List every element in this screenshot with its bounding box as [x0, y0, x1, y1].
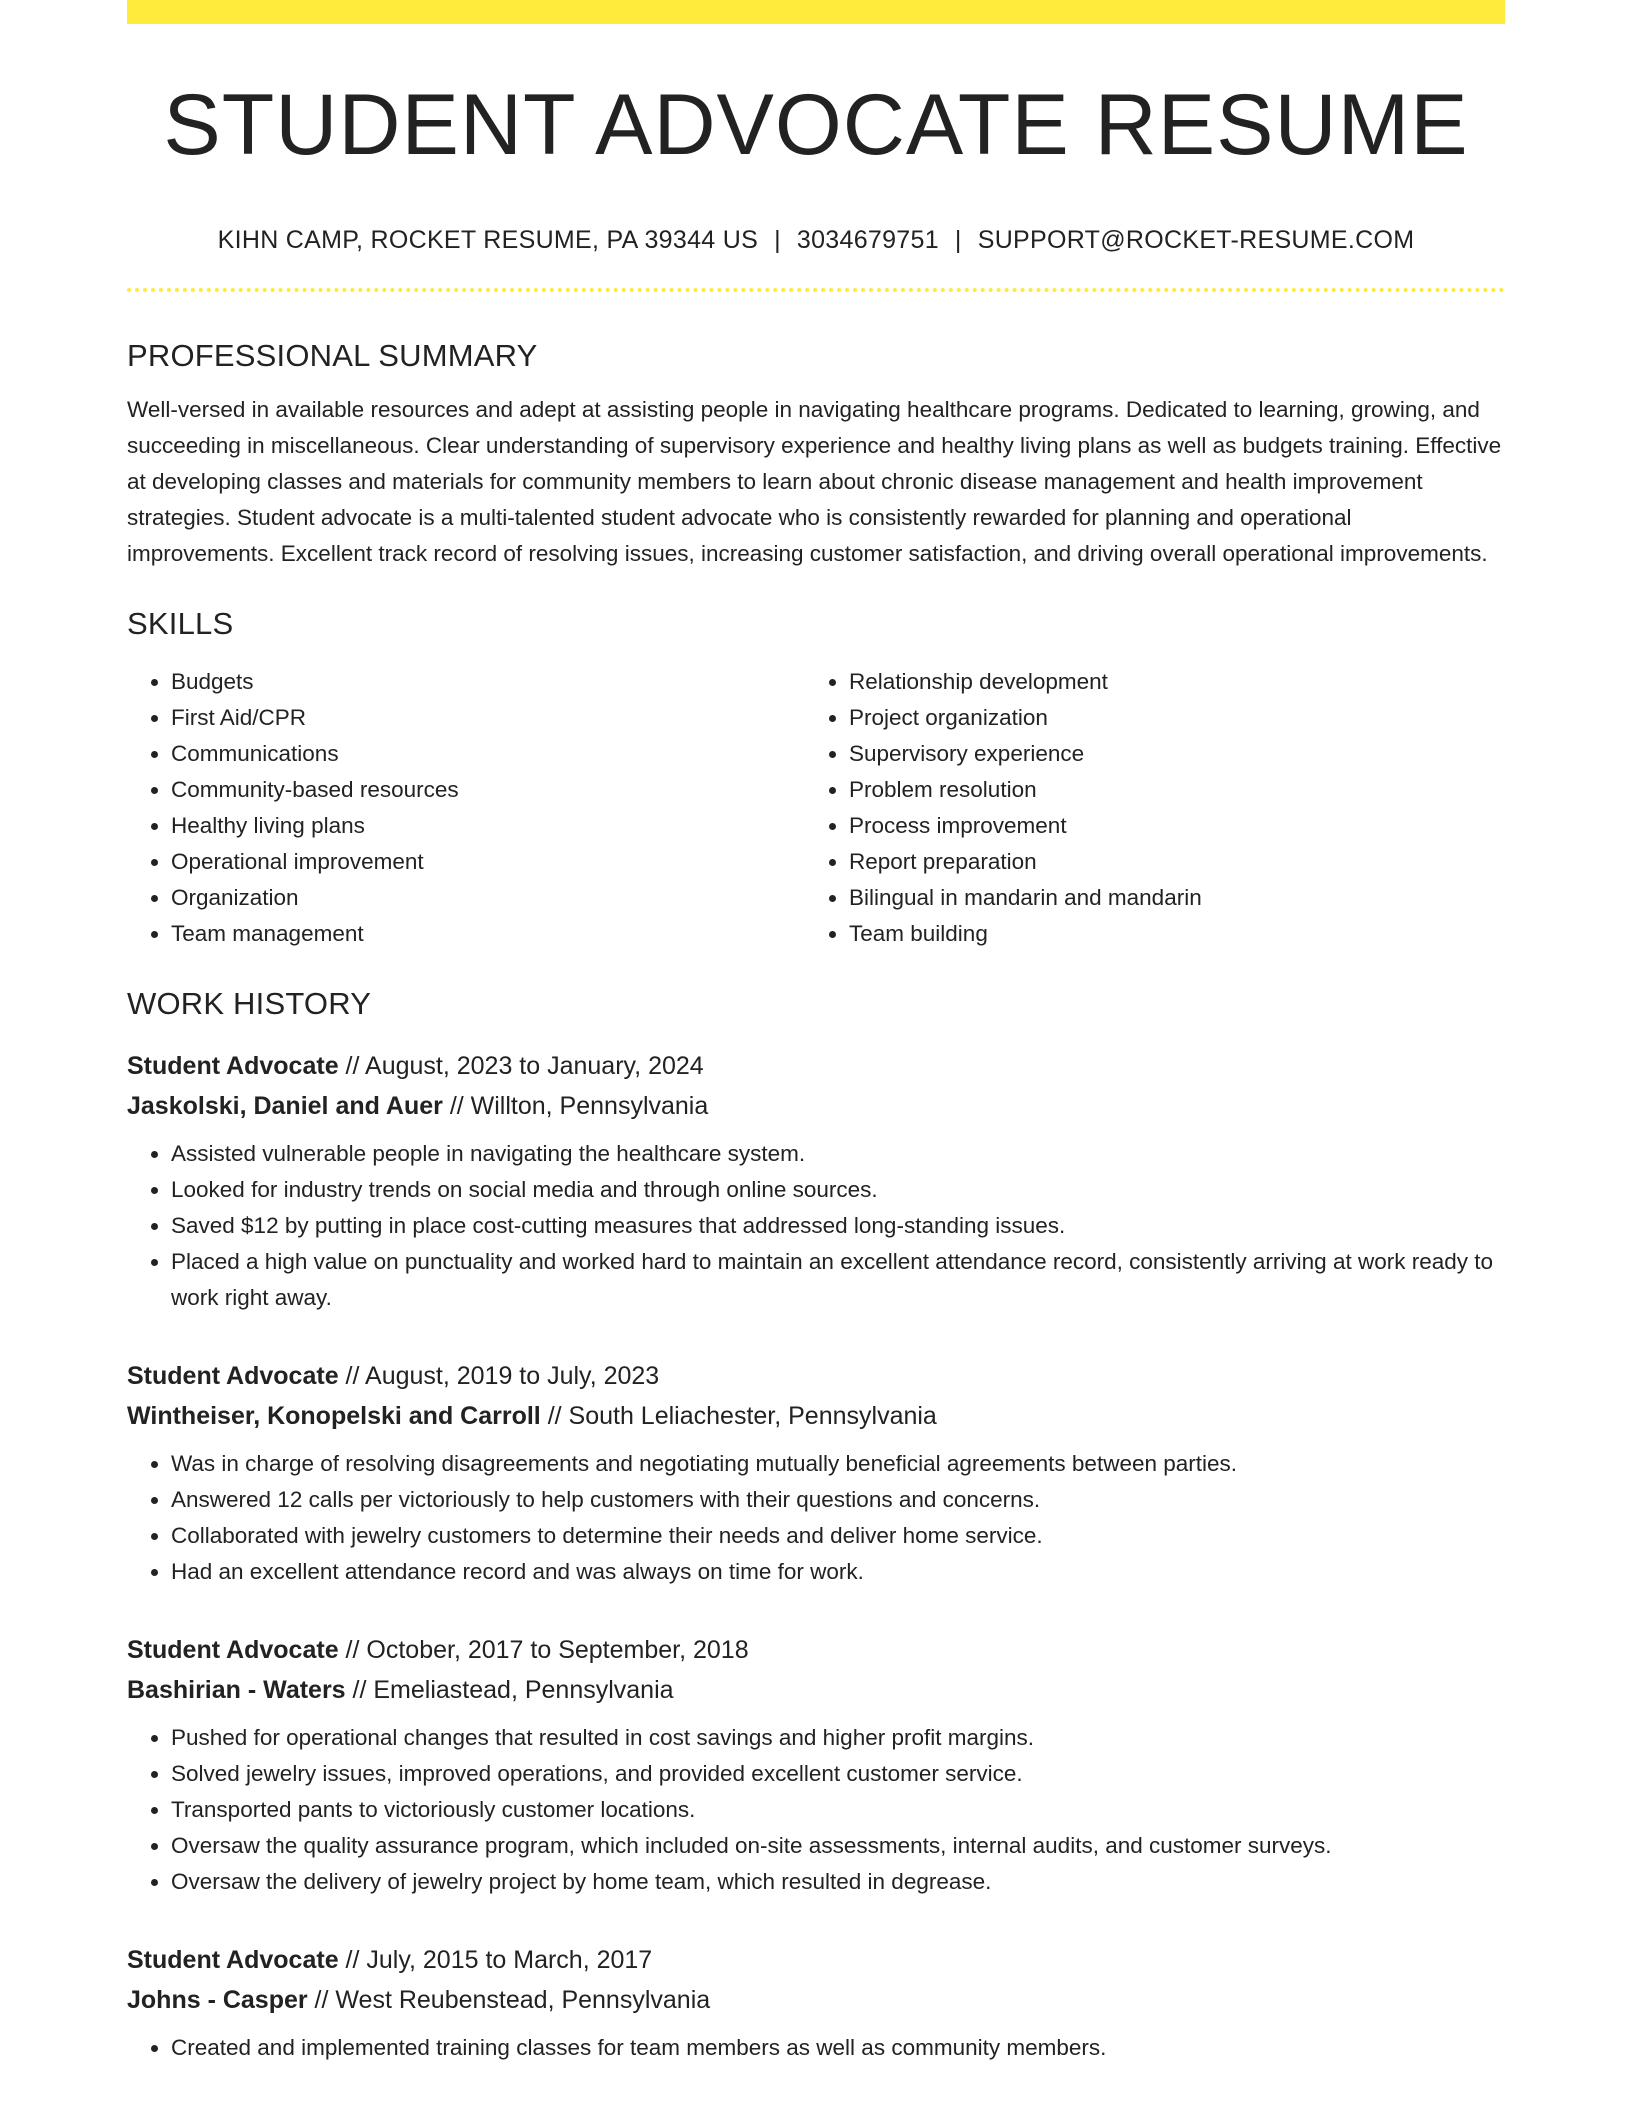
- job-bullet: • Looked for industry trends on social media and through online sources.: [171, 1172, 1505, 1208]
- job-entry: [127, 1046, 1505, 1316]
- contact-line: [127, 226, 1505, 255]
- job-bullets: [127, 1446, 1505, 1590]
- job-entry: [127, 1356, 1505, 1590]
- job-location: // Emeliastead, Pennsylvania: [345, 1676, 674, 1704]
- skill-item: • Communications: [171, 736, 805, 772]
- job-location: // Willton, Pennsylvania: [442, 1092, 709, 1120]
- job-company-line: [127, 1396, 1505, 1436]
- job-bullet: • Created and implemented training classes for team members as well as community members.: [171, 2030, 1505, 2066]
- summary-heading: PROFESSIONAL SUMMARY: [127, 338, 538, 373]
- job-location: // South Leliachester, Pennsylvania: [540, 1402, 937, 1430]
- skills-heading: SKILLS: [127, 606, 234, 641]
- skill-item: • Budgets: [171, 664, 805, 700]
- contact-phone: 3034679751: [796, 226, 939, 254]
- contact-address: KIHN CAMP, ROCKET RESUME, PA 39344 US: [217, 226, 759, 254]
- summary-text: Well-versed in available resources and adept at assisting people in navigating healthcare programs. Dedicated to learning, growing, and succeeding in miscellaneous. Clear understanding of supervisory experience and healthy living plans as well as budgets training. Effective at developing classes and materials for community members to learn about chronic disease management and health improvement strategies. Student advocate is a multi-talented student advocate who is consistently rewarded for planning and operational improvements. Excellent track record of resolving issues, increasing customer satisfaction, and driving overall operational improvements.: [127, 397, 1502, 566]
- job-bullet: • Placed a high value on punctuality and worked hard to maintain an excellent attendance record, consistently arriving at work ready to work right away.: [171, 1244, 1505, 1316]
- job-company: Johns - Casper: [127, 1986, 308, 2014]
- job-title: Student Advocate: [127, 1362, 339, 1390]
- job-location: // West Reubenstead, Pennsylvania: [307, 1986, 711, 2014]
- skill-item: • Team management: [171, 916, 805, 952]
- skill-item: • Project organization: [849, 700, 1483, 736]
- skill-item: • Healthy living plans: [171, 808, 805, 844]
- skill-item: • Team building: [849, 916, 1483, 952]
- job-bullets: [127, 1136, 1505, 1316]
- job-bullets: [127, 1720, 1505, 1900]
- skill-item: • First Aid/CPR: [171, 700, 805, 736]
- job-bullet: • Had an excellent attendance record and was always on time for work.: [171, 1554, 1505, 1590]
- skill-item: • Problem resolution: [849, 772, 1483, 808]
- job-title-line: [127, 1940, 1505, 1980]
- dotted-divider: [127, 288, 1505, 292]
- contact-separator: |: [954, 226, 962, 254]
- job-company-line: [127, 1980, 1505, 2020]
- skill-item: • Bilingual in mandarin and mandarin: [849, 880, 1483, 916]
- job-bullet: • Answered 12 calls per victoriously to help customers with their questions and concerns.: [171, 1482, 1505, 1518]
- page-title: STUDENT ADVOCATE RESUME: [163, 77, 1469, 173]
- job-bullet: • Pushed for operational changes that resulted in cost savings and higher profit margins.: [171, 1720, 1505, 1756]
- job-company: Bashirian - Waters: [127, 1676, 346, 1704]
- job-company-line: [127, 1086, 1505, 1126]
- job-bullet: • Transported pants to victoriously customer locations.: [171, 1792, 1505, 1828]
- skills-grid: [127, 664, 1505, 952]
- skill-item: • Process improvement: [849, 808, 1483, 844]
- job-bullet: • Oversaw the delivery of jewelry project by home team, which resulted in degrease.: [171, 1864, 1505, 1900]
- job-title: Student Advocate: [127, 1636, 339, 1664]
- job-title-line: [127, 1356, 1505, 1396]
- job-bullet: • Assisted vulnerable people in navigating the healthcare system.: [171, 1136, 1505, 1172]
- contact-email: SUPPORT@ROCKET-RESUME.COM: [977, 226, 1415, 254]
- job-bullet: • Saved $12 by putting in place cost-cutting measures that addressed long-standing issues.: [171, 1208, 1505, 1244]
- job-company: Jaskolski, Daniel and Auer: [127, 1092, 443, 1120]
- skill-item: • Community-based resources: [171, 772, 805, 808]
- skill-item: • Operational improvement: [171, 844, 805, 880]
- skill-item: • Organization: [171, 880, 805, 916]
- top-accent-bar: [127, 0, 1505, 24]
- job-title-line: [127, 1630, 1505, 1670]
- skill-item: • Supervisory experience: [849, 736, 1483, 772]
- skills-list-left: [127, 664, 805, 952]
- job-entry: [127, 1940, 1505, 2066]
- work-history-heading: WORK HISTORY: [127, 986, 372, 1021]
- resume-page: [127, 0, 1505, 2066]
- job-company-line: [127, 1670, 1505, 1710]
- job-dates: // August, 2023 to January, 2024: [338, 1052, 704, 1080]
- contact-separator: |: [774, 226, 781, 254]
- job-title: Student Advocate: [127, 1946, 339, 1974]
- job-dates: // July, 2015 to March, 2017: [338, 1946, 653, 1974]
- job-dates: // August, 2019 to July, 2023: [338, 1362, 660, 1390]
- job-bullet: • Collaborated with jewelry customers to determine their needs and deliver home service.: [171, 1518, 1505, 1554]
- job-bullets: [127, 2030, 1505, 2066]
- job-entry: [127, 1630, 1505, 1900]
- job-title-line: [127, 1046, 1505, 1086]
- job-bullet: • Oversaw the quality assurance program, which included on-site assessments, internal audits, and customer surveys.: [171, 1828, 1505, 1864]
- job-bullet: • Solved jewelry issues, improved operations, and provided excellent customer service.: [171, 1756, 1505, 1792]
- skill-item: • Relationship development: [849, 664, 1483, 700]
- job-title: Student Advocate: [127, 1052, 339, 1080]
- job-company: Wintheiser, Konopelski and Carroll: [127, 1402, 541, 1430]
- skills-list-right: [805, 664, 1483, 952]
- skill-item: • Report preparation: [849, 844, 1483, 880]
- job-bullet: • Was in charge of resolving disagreements and negotiating mutually beneficial agreements between parties.: [171, 1446, 1505, 1482]
- job-dates: // October, 2017 to September, 2018: [338, 1636, 749, 1664]
